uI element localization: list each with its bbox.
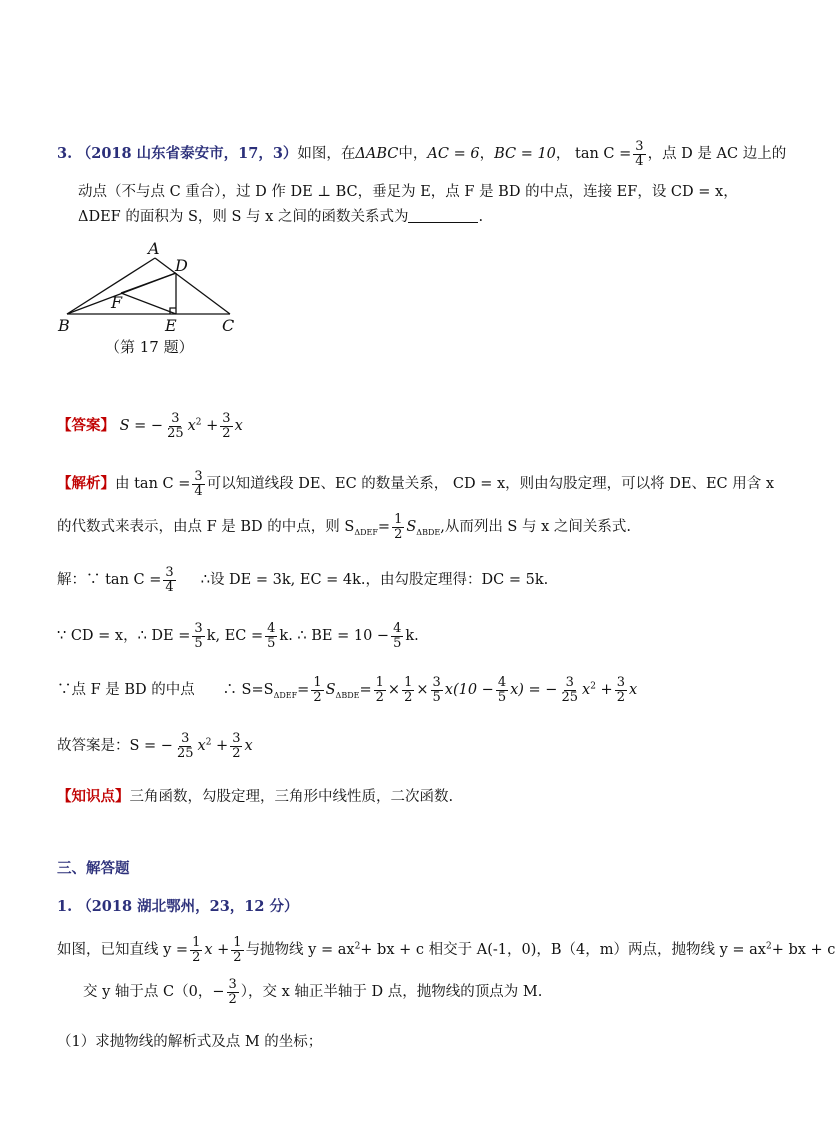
fraction-denominator: 5 bbox=[393, 635, 402, 651]
q3-number: 3. bbox=[57, 145, 73, 163]
fraction-denominator: 2 bbox=[616, 689, 625, 705]
subscript: ΔDEF bbox=[273, 691, 298, 701]
label-d: D bbox=[175, 256, 188, 275]
fraction-denominator: 5 bbox=[497, 689, 507, 705]
segment-ef bbox=[121, 293, 176, 314]
q1-fraction bbox=[231, 936, 243, 964]
solution-text: k, EC = bbox=[206, 628, 264, 645]
solution-text: ∴设 DE = 3k, EC = 4k.，由勾股定理得：DC = 5k. bbox=[200, 572, 549, 589]
answer-fraction bbox=[165, 412, 186, 440]
fraction-numerator: 1 bbox=[192, 935, 201, 950]
solution-fraction bbox=[615, 676, 627, 704]
solution-text: x bbox=[197, 738, 206, 755]
knowledge-line bbox=[57, 785, 453, 806]
fraction-denominator: 2 bbox=[404, 689, 413, 705]
fraction-denominator: 25 bbox=[561, 689, 579, 705]
q3-text: ， bbox=[479, 146, 495, 163]
analysis-text: S bbox=[406, 519, 417, 536]
fraction-denominator: 2 bbox=[192, 949, 201, 965]
fraction-denominator: 5 bbox=[267, 635, 276, 651]
solution-text: x bbox=[582, 682, 591, 699]
solution-text: × bbox=[387, 682, 401, 699]
fraction-denominator: 2 bbox=[233, 949, 242, 965]
analysis-text: = bbox=[377, 519, 391, 536]
solution-text: x bbox=[628, 682, 638, 699]
solution-fraction bbox=[192, 622, 204, 650]
fraction-numerator: 4 bbox=[393, 621, 402, 636]
fraction-denominator: 2 bbox=[232, 745, 241, 761]
fraction-denominator: 2 bbox=[313, 689, 322, 705]
fraction-numerator: 1 bbox=[375, 675, 384, 690]
fraction-numerator: 3 bbox=[228, 977, 237, 992]
solution-fraction bbox=[311, 676, 323, 704]
solution-text: ∴ S=S bbox=[222, 682, 274, 699]
triangle-figure bbox=[55, 238, 255, 363]
fraction-denominator: 5 bbox=[432, 689, 441, 705]
section-title: 三、解答题 bbox=[57, 860, 130, 877]
solution-text: ∵ CD = x，∴ DE = bbox=[57, 628, 191, 645]
fraction-numerator: 3 bbox=[194, 621, 203, 636]
fraction-numerator: 3 bbox=[165, 565, 174, 580]
solution-text: x) = − bbox=[510, 682, 558, 699]
solution-fraction bbox=[431, 676, 443, 704]
knowledge-tag: 【知识点】 bbox=[57, 788, 130, 805]
solution-text: x(10 − bbox=[444, 682, 494, 699]
solution-text: 故答案是：S = − bbox=[57, 738, 173, 755]
analysis-text: 由 tan C = bbox=[115, 476, 191, 493]
q1-text: 与抛物线 y = ax bbox=[245, 942, 355, 959]
label-a: A bbox=[148, 239, 160, 258]
answer-plus: + bbox=[206, 418, 219, 435]
solution-text: + bbox=[216, 738, 229, 755]
answer-fraction bbox=[220, 412, 232, 440]
answer-tag: 【答案】 bbox=[57, 417, 115, 435]
fraction-denominator: 4 bbox=[194, 483, 203, 499]
solution-text: + bbox=[600, 682, 613, 699]
solution-text: x bbox=[244, 738, 253, 755]
subscript: ΔBDE bbox=[335, 691, 360, 701]
q1-text: x + bbox=[204, 942, 230, 959]
answer-x: x bbox=[187, 418, 196, 435]
fraction-denominator: 25 bbox=[167, 425, 184, 441]
segment-ac bbox=[155, 258, 230, 314]
fraction-numerator: 3 bbox=[171, 411, 180, 426]
q3-tan-fraction bbox=[633, 140, 645, 168]
fraction-numerator: 3 bbox=[222, 411, 231, 426]
fraction-numerator: 1 bbox=[233, 935, 242, 950]
answer-x: x bbox=[234, 418, 243, 435]
fraction-numerator: 3 bbox=[194, 469, 203, 484]
solution-line3 bbox=[57, 676, 637, 704]
fraction-numerator: 3 bbox=[616, 675, 625, 690]
segment-df bbox=[121, 273, 176, 293]
solution-text: k. ∴ BE = 10 − bbox=[279, 628, 390, 645]
fraction-denominator: 2 bbox=[222, 425, 231, 441]
analysis-text: 可以知道线段 DE、EC 的数量关系， CD = x，则由勾股定理，可以将 DE、EC 用含 x bbox=[206, 476, 775, 493]
analysis-fraction bbox=[392, 513, 404, 541]
fraction-denominator: 2 bbox=[394, 526, 403, 542]
fraction-denominator: 25 bbox=[176, 745, 194, 761]
answer-blank bbox=[408, 208, 478, 223]
q3-text: . bbox=[478, 209, 484, 225]
q3-tan: tan C = bbox=[575, 146, 632, 163]
answer-text: S = − bbox=[119, 418, 164, 435]
q3-ac: AC = 6 bbox=[427, 146, 480, 163]
q3-text: ，点 D 是 AC 边上的 bbox=[647, 146, 787, 163]
fraction-numerator: 3 bbox=[181, 731, 190, 746]
solution-line2 bbox=[57, 622, 419, 650]
label-c: C bbox=[222, 316, 235, 335]
solution-fraction bbox=[265, 622, 277, 650]
solution-line4 bbox=[57, 732, 253, 760]
analysis-fraction bbox=[192, 470, 204, 498]
q1-text: 如图，已知直线 y = bbox=[57, 942, 189, 959]
exponent: 2 bbox=[354, 941, 361, 952]
q1-fraction bbox=[227, 978, 239, 1006]
q1-part1: （1）求抛物线的解析式及点 M 的坐标； bbox=[57, 1034, 323, 1050]
fraction-numerator: 1 bbox=[313, 675, 322, 690]
solution-fraction bbox=[163, 566, 175, 594]
q3-line2: 动点（不与点 C 重合），过 D 作 DE ⊥ BC，垂足为 E，点 F 是 BD 的中点，连接 EF，设 CD = x， bbox=[78, 184, 738, 200]
fraction-numerator: 3 bbox=[635, 139, 644, 154]
q1-text: 交 y 轴于点 C（0，− bbox=[83, 984, 225, 1001]
analysis-text: ,从而列出 S 与 x 之间关系式. bbox=[440, 519, 631, 536]
fraction-denominator: 4 bbox=[165, 579, 174, 595]
fraction-denominator: 4 bbox=[635, 153, 644, 169]
subscript: ΔBDE bbox=[416, 528, 441, 538]
figure-caption: （第 17 题） bbox=[105, 338, 194, 356]
label-e: E bbox=[165, 316, 177, 335]
label-b: B bbox=[58, 316, 70, 335]
q3-text: 如图，在 bbox=[297, 146, 356, 163]
solution-text: = bbox=[359, 682, 372, 699]
solution-fraction bbox=[496, 676, 508, 704]
q3-line1 bbox=[57, 140, 786, 168]
solution-fraction bbox=[230, 732, 242, 760]
analysis-line1 bbox=[57, 470, 774, 498]
exponent: 2 bbox=[590, 681, 596, 692]
solution-fraction bbox=[559, 676, 580, 704]
q3-triangle: ΔABC bbox=[355, 146, 399, 163]
exponent: 2 bbox=[765, 941, 772, 952]
fraction-denominator: 5 bbox=[194, 635, 203, 651]
fraction-numerator: 4 bbox=[497, 675, 507, 690]
q1-number: 1. bbox=[57, 898, 73, 915]
exponent: 2 bbox=[205, 737, 212, 748]
solution-text: × bbox=[416, 682, 429, 699]
solution-fraction bbox=[402, 676, 414, 704]
q3-bc: BC = 10 bbox=[494, 146, 556, 163]
q3-text: ， bbox=[555, 146, 571, 163]
answer-line bbox=[57, 412, 243, 440]
solution-fraction bbox=[374, 676, 386, 704]
fraction-numerator: 4 bbox=[267, 621, 276, 636]
solution-line1 bbox=[57, 566, 548, 594]
analysis-tag: 【解析】 bbox=[57, 475, 115, 493]
solution-text: ∵点 F 是 BD 的中点 bbox=[57, 682, 195, 699]
fraction-denominator: 2 bbox=[375, 689, 384, 705]
label-f: F bbox=[111, 293, 123, 312]
solution-fraction bbox=[175, 732, 196, 760]
q1-source: （2018 湖北鄂州，23，12 分） bbox=[77, 898, 299, 915]
fraction-numerator: 3 bbox=[232, 731, 241, 746]
analysis-text: 的代数式来表示，由点 F 是 BD 的中点，则 S bbox=[57, 519, 355, 536]
exponent: 2 bbox=[195, 417, 202, 428]
q3-source: （2018 山东省泰安市，17，3） bbox=[76, 145, 298, 163]
q1-text: + bx + c bbox=[771, 942, 835, 959]
solution-text: S bbox=[325, 682, 336, 699]
q1-line1 bbox=[57, 936, 835, 964]
fraction-denominator: 2 bbox=[228, 991, 237, 1007]
q1-fraction bbox=[190, 936, 202, 964]
q1-text: ），交 x 轴正半轴于 D 点，抛物线的顶点为 M. bbox=[240, 984, 543, 1001]
fraction-numerator: 1 bbox=[394, 512, 403, 527]
analysis-line2 bbox=[57, 513, 631, 541]
q1-header bbox=[57, 895, 299, 916]
subscript: ΔDEF bbox=[354, 528, 378, 538]
fraction-numerator: 1 bbox=[404, 675, 413, 690]
q3-line3 bbox=[78, 205, 483, 226]
q1-line2 bbox=[83, 978, 542, 1006]
solution-text: k. bbox=[405, 628, 419, 645]
solution-text: 解：∵ tan C = bbox=[57, 572, 162, 589]
fraction-numerator: 3 bbox=[565, 675, 574, 690]
q1-text: + bx + c 相交于 A(-1，0)，B（4，m）两点，抛物线 y = ax bbox=[360, 942, 766, 959]
solution-text: = bbox=[297, 682, 310, 699]
knowledge-text: 三角函数，勾股定理，三角形中线性质，二次函数. bbox=[129, 789, 454, 805]
q3-text: 中， bbox=[398, 146, 428, 163]
fraction-numerator: 3 bbox=[432, 675, 441, 690]
q3-text: ΔDEF 的面积为 S，则 S 与 x 之间的函数关系式为 bbox=[78, 209, 409, 225]
solution-fraction bbox=[391, 622, 403, 650]
